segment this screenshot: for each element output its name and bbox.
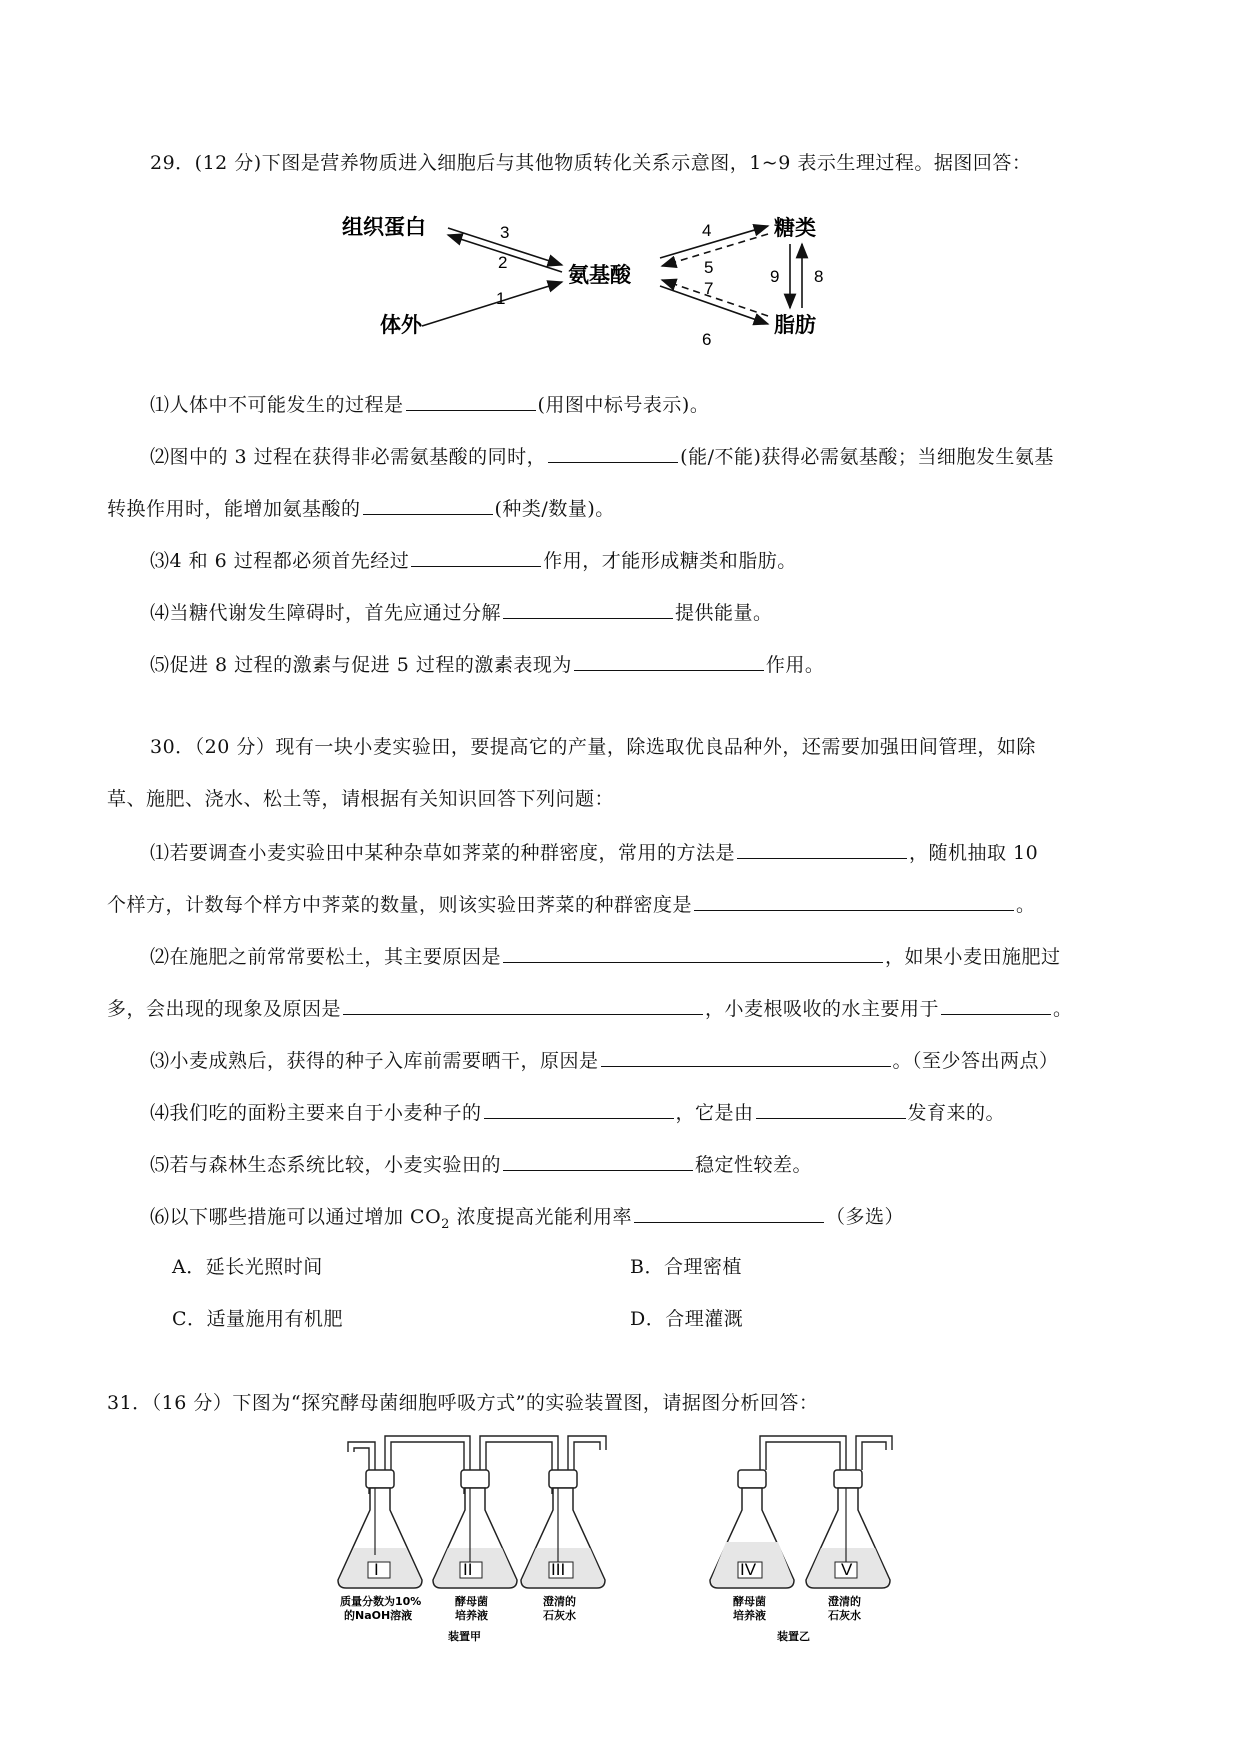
stopper bbox=[366, 1470, 394, 1488]
answer-blank[interactable] bbox=[756, 1098, 906, 1119]
num-2: 2 bbox=[498, 253, 508, 272]
tube-IV-V bbox=[760, 1436, 846, 1494]
answer-blank[interactable] bbox=[941, 994, 1051, 1015]
setup-label-a: 装置甲 bbox=[448, 1630, 481, 1643]
answer-blank[interactable] bbox=[503, 1150, 693, 1171]
q30-title: 30．（20 分）现有一块小麦实验田，要提高它的产量，除选取优良品种外，还需要加强田间管理，如除 bbox=[150, 736, 1036, 758]
arrow-5 bbox=[662, 234, 768, 266]
label-tissue-protein: 组织蛋白 bbox=[342, 215, 426, 239]
answer-blank[interactable] bbox=[503, 942, 883, 963]
flask-label-II: II bbox=[463, 1560, 473, 1579]
q30-sub1-cont: 个样方，计数每个样方中荠菜的数量，则该实验田荠菜的种群密度是 。 bbox=[107, 890, 1036, 918]
arrow-4 bbox=[660, 226, 768, 258]
reagent-lime-2: 石灰水 bbox=[543, 1609, 576, 1622]
q29-title: 29．(12 分)下图是营养物质进入细胞后与其他物质转化关系示意图，1~9 表示生理过程。据图回答： bbox=[150, 152, 1032, 174]
reagent-lime-1: 澄清的 bbox=[543, 1595, 576, 1608]
num-1: 1 bbox=[496, 289, 506, 308]
answer-blank[interactable] bbox=[406, 390, 536, 411]
arrow-7 bbox=[662, 280, 768, 316]
stopper bbox=[549, 1470, 577, 1488]
answer-blank[interactable] bbox=[411, 546, 541, 567]
q29-diagram bbox=[330, 200, 850, 360]
reagent-yeast-b1: 酵母菌 bbox=[733, 1595, 766, 1608]
option-c: C．适量施用有机肥 bbox=[172, 1308, 344, 1330]
num-6: 6 bbox=[702, 330, 712, 349]
answer-blank[interactable] bbox=[634, 1202, 824, 1223]
reagent-lime-b1: 澄清的 bbox=[828, 1595, 861, 1608]
answer-blank[interactable] bbox=[484, 1098, 674, 1119]
label-fat: 脂肪 bbox=[774, 313, 816, 337]
q29-sub4: ⑷当糖代谢发生障碍时，首先应通过分解 提供能量。 bbox=[150, 598, 773, 626]
reagent-yeast-2: 培养液 bbox=[455, 1609, 488, 1622]
q30-sub4: ⑷我们吃的面粉主要来自于小麦种子的 ，它是由 发育来的。 bbox=[150, 1098, 1005, 1126]
answer-blank[interactable] bbox=[363, 494, 493, 515]
q30-title-cont: 草、施肥、浇水、松土等，请根据有关知识回答下列问题： bbox=[107, 788, 615, 810]
tube-II-III bbox=[480, 1436, 558, 1494]
q30-sub5: ⑸若与森林生态系统比较，小麦实验田的 稳定性较差。 bbox=[150, 1150, 812, 1178]
reagent-naoh-2: 的NaOH溶液 bbox=[344, 1609, 413, 1622]
q29-sub2: ⑵图中的 3 过程在获得非必需氨基酸的同时， (能/不能)获得必需氨基酸；当细胞发生氨基 bbox=[150, 442, 1054, 470]
num-4: 4 bbox=[702, 221, 712, 240]
q30-sub2: ⑵在施肥之前常常要松土，其主要原因是 ，如果小麦田施肥过 bbox=[150, 942, 1061, 970]
flask-label-IV: IV bbox=[740, 1560, 757, 1579]
q30-sub2-cont: 多，会出现的现象及原因是 ，小麦根吸收的水主要用于 。 bbox=[107, 994, 1073, 1022]
q31-apparatus bbox=[330, 1430, 930, 1650]
setup-label-b: 装置乙 bbox=[777, 1630, 810, 1643]
num-7: 7 bbox=[704, 279, 714, 298]
num-3: 3 bbox=[500, 223, 510, 242]
flask-label-I: I bbox=[374, 1560, 379, 1579]
reagent-lime-b2: 石灰水 bbox=[828, 1609, 861, 1622]
label-sugar: 糖类 bbox=[774, 216, 816, 240]
arrow-1 bbox=[422, 282, 562, 326]
q30-sub3: ⑶小麦成熟后，获得的种子入库前需要晒干，原因是 。（至少答出两点） bbox=[150, 1046, 1059, 1074]
answer-blank[interactable] bbox=[503, 598, 673, 619]
q29-sub5: ⑸促进 8 过程的激素与促进 5 过程的激素表现为 作用。 bbox=[150, 650, 824, 678]
num-8: 8 bbox=[814, 267, 824, 286]
option-b: B．合理密植 bbox=[630, 1256, 742, 1278]
label-amino-acid: 氨基酸 bbox=[568, 263, 631, 287]
q31-title: 31．（16 分）下图为“探究酵母菌细胞呼吸方式”的实验装置图，请据图分析回答： bbox=[107, 1392, 819, 1414]
reagent-yeast-b2: 培养液 bbox=[733, 1609, 766, 1622]
q29-sub2-cont: 转换作用时，能增加氨基酸的 (种类/数量)。 bbox=[107, 494, 615, 522]
reagent-yeast-1: 酵母菌 bbox=[455, 1595, 488, 1608]
answer-blank[interactable] bbox=[737, 838, 907, 859]
arrow-6 bbox=[660, 286, 768, 324]
answer-blank[interactable] bbox=[548, 442, 678, 463]
num-5: 5 bbox=[704, 258, 714, 277]
stopper bbox=[461, 1470, 489, 1488]
num-9: 9 bbox=[770, 267, 780, 286]
answer-blank[interactable] bbox=[574, 650, 764, 671]
tube-I-II bbox=[385, 1436, 470, 1494]
flask-label-V: V bbox=[841, 1560, 853, 1579]
answer-blank[interactable] bbox=[343, 994, 703, 1015]
option-a: A．延长光照时间 bbox=[172, 1256, 323, 1278]
q29-sub3: ⑶4 和 6 过程都必须首先经过 作用，才能形成糖类和脂肪。 bbox=[150, 546, 797, 574]
q30-sub6: ⑹以下哪些措施可以通过增加 $CO_2$ 浓度提高光能利用率 （多选） bbox=[150, 1202, 904, 1238]
answer-blank[interactable] bbox=[694, 890, 1014, 911]
flask-label-III: III bbox=[551, 1560, 566, 1579]
label-outside: 体外 bbox=[380, 313, 422, 337]
q30-sub1: ⑴若要调查小麦实验田中某种杂草如荠菜的种群密度，常用的方法是 ，随机抽取 10 bbox=[150, 838, 1038, 866]
reagent-naoh-1: 质量分数为10% bbox=[340, 1595, 422, 1608]
answer-blank[interactable] bbox=[601, 1046, 891, 1067]
q29-sub1: ⑴人体中不可能发生的过程是 (用图中标号表示)。 bbox=[150, 390, 709, 418]
option-d: D．合理灌溉 bbox=[630, 1308, 744, 1330]
